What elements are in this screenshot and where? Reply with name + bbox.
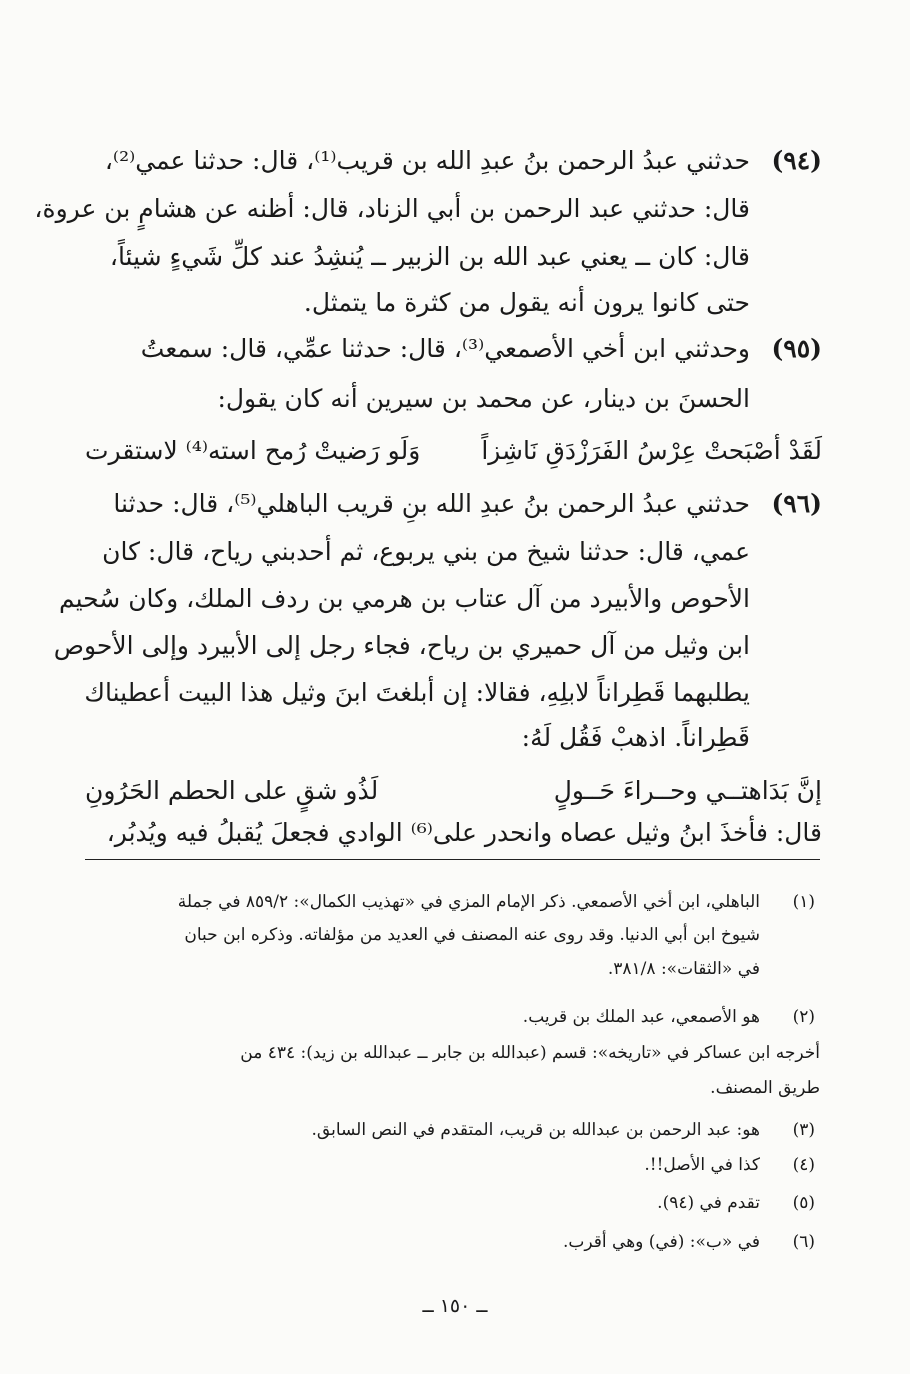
footnote-line: شيوخ ابن أبي الدنيا. وقد روى عنه المصنف في العديد من مؤلفاته. وذكره ابن حبان: [184, 925, 760, 945]
footnote-number: (٤): [792, 1155, 815, 1175]
footnote-number: (٣): [792, 1120, 815, 1140]
footnote-number: (٥): [792, 1193, 815, 1213]
footnote-line: هو: عبد الرحمن بن عبدالله بن قريب، المتقدم في النص السابق.: [311, 1120, 760, 1140]
entry-line: حتى كانوا يرون أنه يقول من كثرة ما يتمثل.: [303, 288, 750, 317]
verse-second-hemistich: لَذُو شقٍ على الحطم الحَرُونِ: [85, 776, 379, 805]
verse-first-hemistich: إنَّ بَدَاهتــي وحــراءَ حَــولٍ: [553, 776, 822, 805]
footnote-line: هو الأصمعي، عبد الملك بن قريب.: [522, 1007, 760, 1027]
entry-line: حدثني عبدُ الرحمن بنُ عبدِ الله بن قريب⁽¹⁾، قال: حدثنا عمي⁽²⁾،: [104, 146, 750, 175]
footnote-line: كذا في الأصل!!.: [644, 1155, 760, 1175]
entry-line: الأحوص والأبيرد من آل عتاب بن هرمي بن ردف الملك، وكان سُحيم: [58, 584, 750, 613]
entry-line: قال: كان ــ يعني عبد الله بن الزبير ــ يُنشِدُ عند كلِّ شَيءٍ شيئاً،: [109, 242, 750, 271]
verse-second-hemistich: وَلَو رَضيتْ رُمح استه⁽⁴⁾ لاستقرت: [85, 436, 421, 465]
entry-line: عمي، قال: حدثنا شيخ من بني يربوع، ثم أحدبني رياح، قال: كان: [102, 537, 750, 566]
entry-line: ابن وثيل من آل حميري بن رياح، فجاء رجل إلى الأبيرد وإلى الأحوص: [53, 631, 750, 660]
footnote-line: طريق المصنف.: [710, 1078, 820, 1098]
page-number: ــ ١٥٠ ــ: [422, 1295, 488, 1317]
footnote-line: الباهلي، ابن أخي الأصمعي. ذكر الإمام المزي في «تهذيب الكمال»: ٨٥٩/٢ في جملة: [177, 892, 760, 912]
footnote-line: في «الثقات»: ٣٨١/٨.: [607, 959, 760, 979]
footnote-line: أخرجه ابن عساكر في «تاريخه»: قسم (عبدالله بن جابر ــ عبدالله بن زيد): ٤٣٤ من: [240, 1043, 820, 1063]
entry-line: الحسنَ بن دينار، عن محمد بن سيرين أنه كان يقول:: [217, 384, 750, 413]
entry-line: قال: فأخذَ ابنُ وثيل عصاه وانحدر على⁽⁶⁾ الوادي فجعلَ يُقبلُ فيه ويُدبُر،: [106, 818, 822, 847]
entry-line: قَطِراناً. اذهبْ فَقُل لَهُ:: [521, 723, 750, 752]
entry-line: قال: حدثني عبد الرحمن بن أبي الزناد، قال: أظنه عن هشامٍ بن عروة،: [34, 194, 750, 223]
entry-line: يطلبهما قَطِراناً لابلِهِ، فقالا: إن أبلغتَ ابنَ وثيل هذا البيت أعطيناك: [84, 678, 750, 707]
entry-line: حدثني عبدُ الرحمن بنُ عبدِ الله بنِ قريب الباهلي⁽⁵⁾، قال: حدثنا: [113, 489, 750, 518]
footnote-line: تقدم في (٩٤).: [657, 1193, 760, 1213]
footnote-number: (٢): [792, 1007, 815, 1027]
entry-number: (٩٤): [771, 146, 822, 175]
footnote-number: (٦): [792, 1232, 815, 1252]
footnote-number: (١): [792, 892, 815, 912]
entry-number: (٩٦): [771, 489, 822, 518]
verse-first-hemistich: لَقَدْ أصْبَحتْ عِرْسُ الفَرَزْدَقِ نَاشِزاً: [481, 436, 822, 465]
entry-line: وحدثني ابن أخي الأصمعي⁽³⁾، قال: حدثنا عمِّي، قال: سمعتُ: [140, 334, 750, 363]
footnote-separator: [85, 859, 820, 860]
entry-number: (٩٥): [771, 334, 822, 363]
footnote-line: في «ب»: (في) وهي أقرب.: [563, 1232, 760, 1252]
